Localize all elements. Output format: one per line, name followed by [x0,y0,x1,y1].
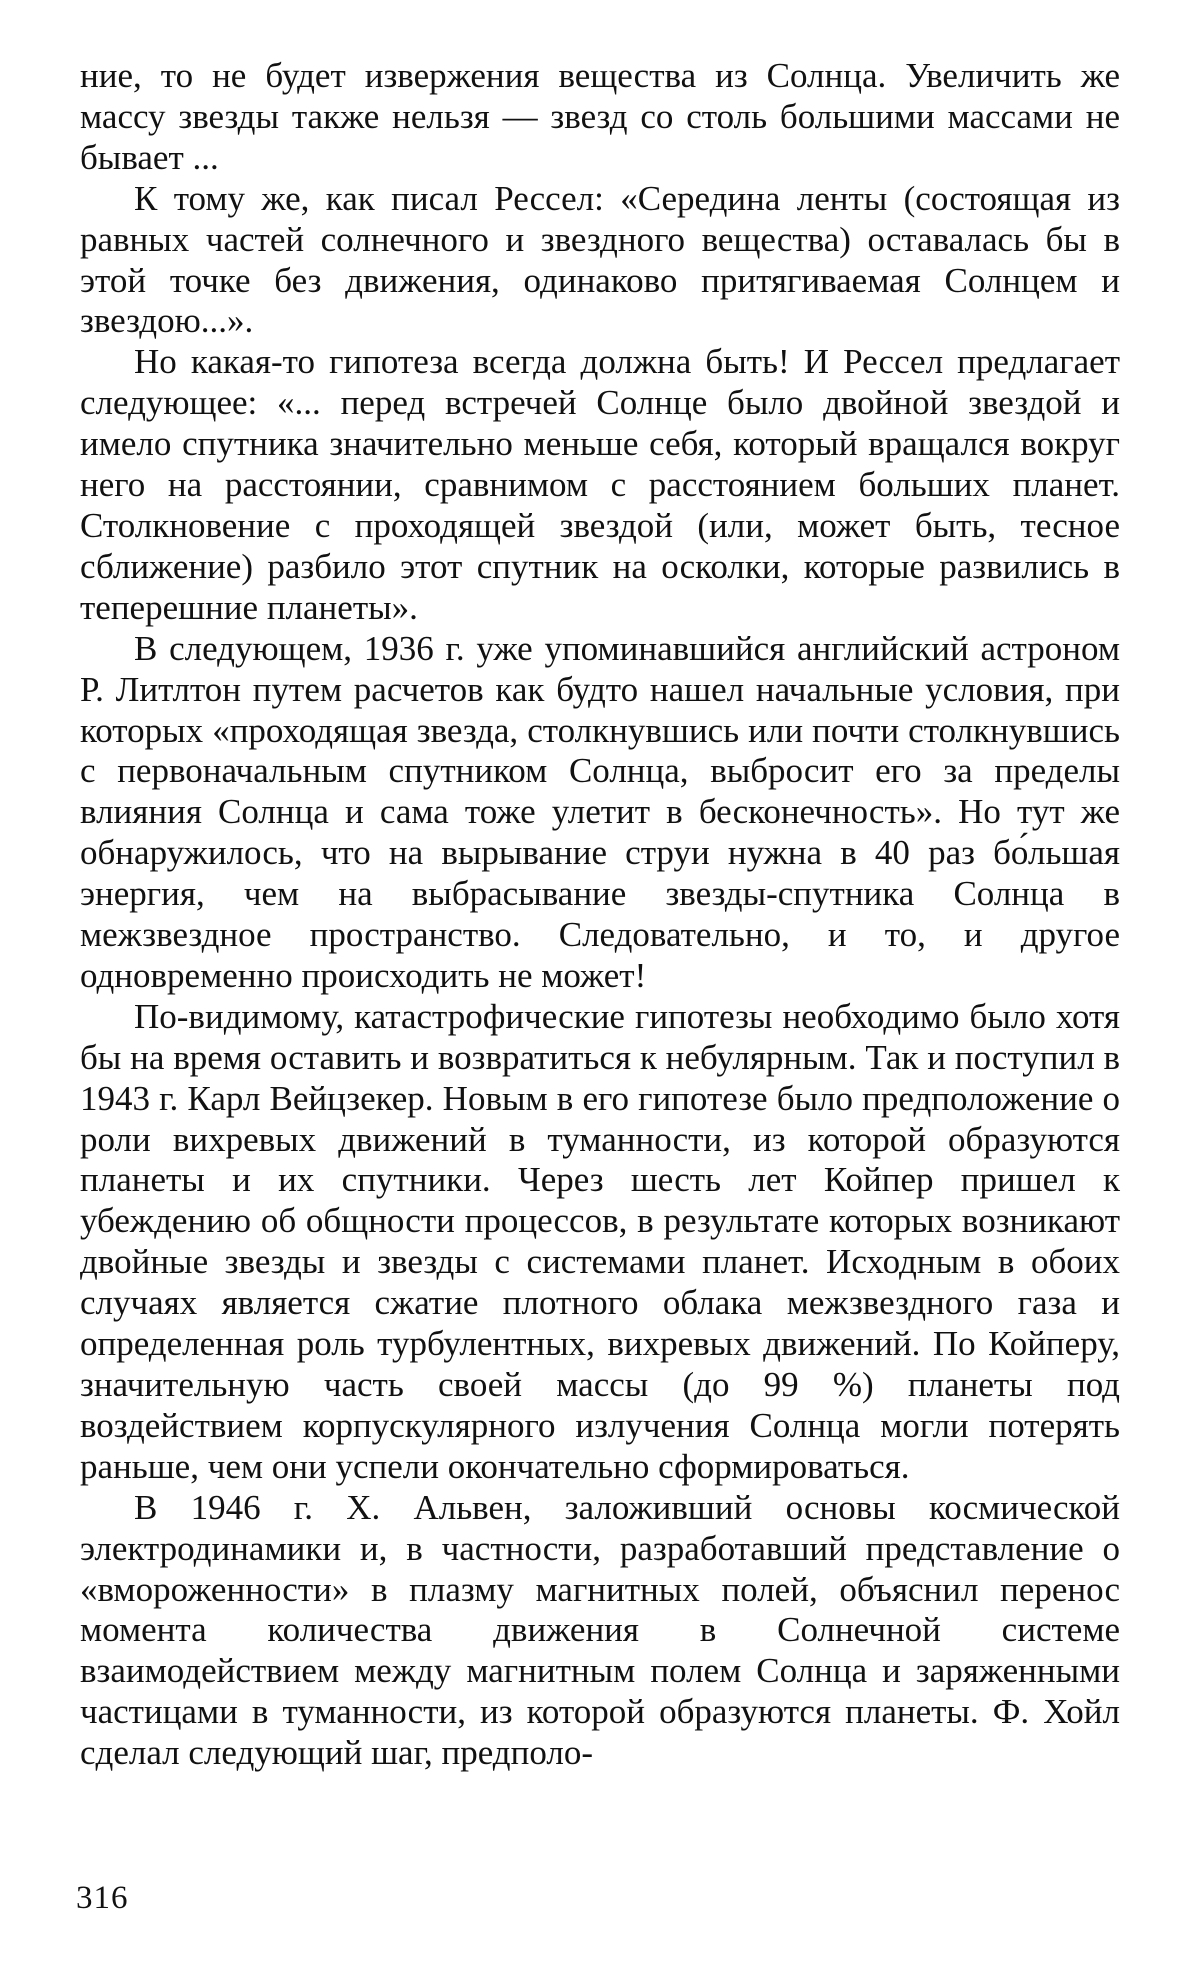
paragraph-russell-hypothesis: Но какая-то гипотеза всегда должна быть! И Рессел предлагает следующее: «... перед встречей Солнце было двойной звездой и имело спутника значительно меньше себя, который вращался вокруг него на расстоянии, сравнимом с расстоянием больших планет. Столкновение с проходящей звездой (или, может быть, тесное сближение) разбило этот спутник на осколки, которые развились в теперешние планеты». [80,342,1120,627]
paragraph-lyttleton: В следующем, 1936 г. уже упоминавшийся английский астроном Р. Литлтон путем расчетов как будто нашел начальные условия, при которых «проходящая звезда, столкнувшись или почти столкнувшись с первоначальным спутником Солнца, выбросит его за пределы влияния Солнца и сама тоже улетит в бесконечность». Но тут же обнаружилось, что на вырывание струи нужна в 40 раз бо́льшая энергия, чем на выбрасывание звезды-спутника Солнца в межзвездное пространство. Следовательно, и то, и другое одновременно происходить не может! [80,628,1120,995]
paragraph-weizsacker-kuiper: По-видимому, катастрофические гипотезы необходимо было хотя бы на время оставить и возвратиться к небулярным. Так и поступил в 1943 г. Карл Вейцзекер. Новым в его гипотезе было предположение о роли вихревых движений в туманности, из которой образуются планеты и их спутники. Через шесть лет Койпер пришел к убеждению об общности процессов, в результате которых возникают двойные звезды и звезды с системами планет. Исходным в обоих случаях является сжатие плотного облака межзвездного газа и определенная роль турбулентных, вихревых движений. По Койперу, значительную часть своей массы (до 99 %) планеты под воздействием корпускулярного излучения Солнца могли потерять раньше, чем они успели окончательно сформироваться. [80,996,1120,1486]
paragraph-russell-quote: К тому же, как писал Рессел: «Середина ленты (состоящая из равных частей солнечного и звездного вещества) оставалась бы в этой точке без движения, одинаково притягиваемая Солнцем и звездою...». [80,178,1120,341]
paragraph-continuation: ние, то не будет извержения вещества из Солнца. Увеличить же массу звезды также нельзя — звезд со столь большими массами не бывает ... [80,56,1120,177]
paragraph-alfven-hoyle: В 1946 г. Х. Альвен, заложивший основы космической электродинамики и, в частности, разработавший представление о «вмороженности» в плазму магнитных полей, объяснил перенос момента количества движения в Солнечной системе взаимодействием между магнитным полем Солнца и заряженными частицами в туманности, из которой образуются планеты. Ф. Хойл сделал следующий шаг, предполо- [80,1487,1120,1773]
page-text [80,56,1120,1774]
page-number: 316 [76,1880,129,1916]
